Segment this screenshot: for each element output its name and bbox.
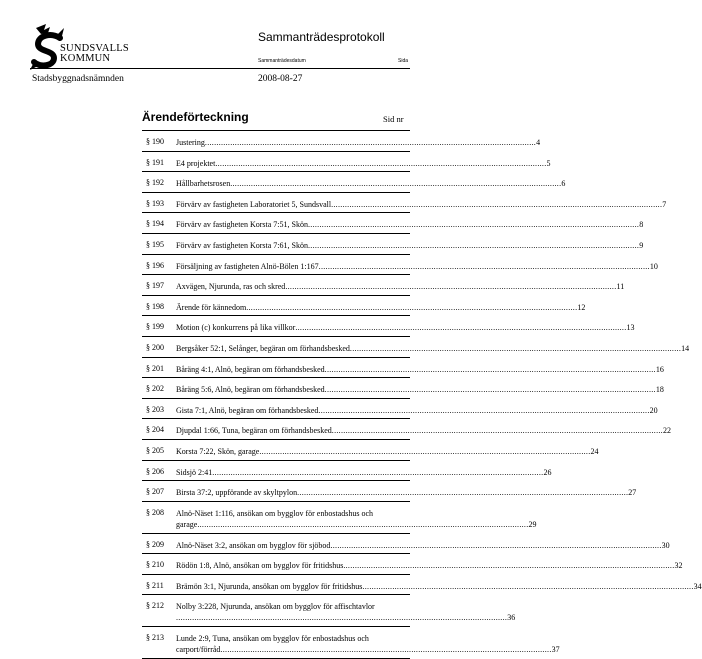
toc-page-number: 29 <box>528 519 537 529</box>
toc-entry-title: Förvärv av fastigheten Korsta 7:61, Skön <box>176 240 308 250</box>
paragraph-number: § 210 <box>146 560 164 570</box>
toc-entry-title: garage <box>176 519 198 529</box>
toc-row <box>142 358 664 379</box>
toc-entry-title: Motion (c) konkurrens på lika villkor <box>176 323 296 333</box>
dot-leader <box>332 425 663 436</box>
toc-entry-title: Alnö-Näset 3:2, ansökan om bygglov för sjöbod <box>176 540 331 550</box>
toc-entry <box>176 137 541 148</box>
page-number-column-label: Sid nr <box>383 114 404 124</box>
toc-entry <box>176 467 552 478</box>
paragraph-number: § 200 <box>146 342 164 352</box>
toc-row <box>142 595 516 627</box>
toc-page-number: 20 <box>649 405 658 415</box>
page-label: Sida <box>398 58 409 64</box>
paragraph-number: § 195 <box>146 239 164 249</box>
toc-entry-title: Birsta 37:2, uppförande av skyltpylon <box>176 488 298 498</box>
toc-entry <box>176 425 671 436</box>
paragraph-number: § 209 <box>146 539 164 549</box>
meeting-date: 2008-08-27 <box>258 74 303 84</box>
toc-row <box>142 554 683 575</box>
paragraph-number: § 213 <box>146 633 164 643</box>
paragraph-number: § 201 <box>146 363 164 373</box>
dot-leader <box>176 612 507 623</box>
toc-row <box>142 440 599 461</box>
toc-entry-title: Båräng 5:6, Alnö, begäran om förhandsbesked <box>176 385 325 395</box>
dot-leader <box>325 384 656 395</box>
toc-entry-title: Brämön 3:1, Njurunda, ansökan om bygglov för fritidshus <box>176 581 363 591</box>
toc-page-number: 26 <box>543 467 552 477</box>
toc-entry <box>176 601 516 623</box>
paragraph-number: § 206 <box>146 466 164 476</box>
toc-page-number: 11 <box>616 282 625 292</box>
toc-page-number: 32 <box>674 561 683 571</box>
paragraph-number: § 205 <box>146 445 164 455</box>
toc-row <box>142 419 671 440</box>
paragraph-number: § 204 <box>146 425 164 435</box>
paragraph-number: § 196 <box>146 260 164 270</box>
toc-entry <box>176 302 586 313</box>
toc-entry <box>176 261 658 272</box>
paragraph-number: § 198 <box>146 301 164 311</box>
toc-entry-title: Förvärv av fastigheten Laboratoriet 5, Sundsvall <box>176 199 332 209</box>
dot-leader <box>308 219 639 230</box>
dot-leader <box>295 322 626 333</box>
paragraph-number: § 191 <box>146 157 164 167</box>
toc-row <box>142 296 586 317</box>
toc-row <box>142 337 690 358</box>
toc-entry <box>176 446 599 457</box>
paragraph-number: § 207 <box>146 487 164 497</box>
toc-entry-title: Korsta 7:22, Skön, garage <box>176 446 260 456</box>
paragraph-number: § 202 <box>146 384 164 394</box>
toc-entry <box>176 343 690 354</box>
toc-row <box>142 534 670 555</box>
toc-entry-title: Justering <box>176 138 205 147</box>
toc-entry <box>176 540 670 551</box>
toc-entry <box>176 508 537 530</box>
toc-row <box>142 152 551 173</box>
table-of-contents <box>142 131 702 659</box>
dot-leader <box>285 281 616 292</box>
toc-row <box>142 275 625 296</box>
paragraph-number: § 208 <box>146 507 164 517</box>
dot-leader <box>259 446 590 457</box>
toc-entry-title: Alnö-Näset 1:116, ansökan om bygglov för enbostadshus och <box>176 508 374 518</box>
toc-entry <box>176 633 560 655</box>
toc-entry <box>176 487 637 498</box>
toc-entry-title: Bergsåker 52:1, Selånger, begäran om förhandsbesked <box>176 343 350 353</box>
toc-entry <box>176 384 664 395</box>
toc-page-number: 36 <box>507 613 516 623</box>
dot-leader <box>246 302 577 313</box>
toc-page-number: 8 <box>639 220 644 230</box>
toc-entry <box>176 219 644 230</box>
toc-page-number: 30 <box>661 540 670 550</box>
toc-entry <box>176 199 667 210</box>
toc-entry-title: carport/förråd <box>176 645 221 655</box>
toc-entry <box>176 240 644 251</box>
dot-leader <box>205 137 536 148</box>
toc-page-number: 13 <box>626 323 635 333</box>
toc-entry <box>176 178 566 189</box>
org-name-line1: SUNDSVALLS <box>60 43 129 54</box>
paragraph-number: § 212 <box>146 601 164 611</box>
toc-page-number: 24 <box>590 446 599 456</box>
dot-leader <box>220 644 551 655</box>
paragraph-number: § 190 <box>146 137 164 146</box>
toc-entry-title: Axvägen, Njurunda, ras och skred <box>176 282 286 292</box>
org-name-line2: KOMMUN <box>60 53 111 64</box>
toc-entry-title: Lunde 2:9, Tuna, ansökan om bygglov för enbostadshus och <box>176 634 369 644</box>
toc-entry-title: Sidsjö 2:41 <box>176 467 213 477</box>
toc-page-number: 18 <box>655 385 664 395</box>
section-title: Ärendeförteckning <box>142 110 249 124</box>
toc-page-number: 7 <box>662 199 667 209</box>
dot-leader <box>297 487 628 498</box>
toc-entry-title: Nolby 3:228, Njurunda, ansökan om bygglov för affischtavlor <box>176 602 375 612</box>
dot-leader <box>212 467 543 478</box>
paragraph-number: § 197 <box>146 281 164 291</box>
header-divider <box>30 68 410 69</box>
toc-row <box>142 234 644 255</box>
toc-row <box>142 399 658 420</box>
toc-page-number: 34 <box>693 581 702 591</box>
paragraph-number: § 199 <box>146 322 164 332</box>
department-name: Stadsbyggnadsnämnden <box>32 74 124 84</box>
toc-entry-title: Förvärv av fastigheten Korsta 7:51, Skön <box>176 220 308 230</box>
dot-leader <box>197 519 528 530</box>
toc-row <box>142 131 541 152</box>
toc-page-number: 10 <box>649 261 658 271</box>
toc-entry <box>176 581 702 592</box>
paragraph-number: § 194 <box>146 219 164 229</box>
organization-name <box>60 44 129 64</box>
paragraph-number: § 211 <box>146 580 164 590</box>
toc-page-number: 16 <box>655 364 664 374</box>
dot-leader <box>318 405 649 416</box>
toc-page-number: 6 <box>561 179 566 189</box>
toc-entry-title: Båräng 4:1, Alnö, begäran om förhandsbesked <box>176 364 325 374</box>
toc-row <box>142 481 637 502</box>
toc-row <box>142 255 658 276</box>
toc-page-number: 12 <box>577 302 586 312</box>
toc-entry <box>176 364 664 375</box>
toc-entry-title: Gista 7:1, Alnö, begäran om förhandsbesked <box>176 405 319 415</box>
toc-row <box>142 502 537 534</box>
toc-row <box>142 193 667 214</box>
toc-row <box>142 378 664 399</box>
dot-leader <box>331 199 662 210</box>
toc-row <box>142 316 635 337</box>
toc-page-number: 22 <box>662 426 671 436</box>
toc-entry-title: Hållbarhetsrosen <box>176 179 231 189</box>
toc-page-number: 5 <box>546 158 551 168</box>
dot-leader <box>230 178 561 189</box>
toc-entry-title: Djupdal 1:66, Tuna, begäran om förhandsbesked <box>176 426 332 436</box>
toc-page-number: 37 <box>551 645 560 655</box>
toc-entry <box>176 281 625 292</box>
dot-leader <box>343 560 674 571</box>
toc-page-number: 14 <box>681 343 690 353</box>
toc-entry-title: Ärende för kännedom <box>176 302 247 312</box>
toc-entry-title: Försäljning av fastigheten Alnö-Bölen 1:167 <box>176 261 319 271</box>
toc-row <box>142 461 552 482</box>
dot-leader <box>362 581 693 592</box>
toc-page-number: 27 <box>628 488 637 498</box>
paragraph-number: § 193 <box>146 198 164 208</box>
meeting-date-label: Sammanträdesdatum <box>258 58 306 64</box>
toc-entry <box>176 322 635 333</box>
toc-entry-title: Rödön 1:8, Alnö, ansökan om bygglov för fritidshus <box>176 561 344 571</box>
toc-entry <box>176 560 683 571</box>
document-title: Sammanträdesprotokoll <box>258 30 385 44</box>
dot-leader <box>319 261 650 272</box>
toc-page-number: 9 <box>639 240 644 250</box>
toc-entry-title: E4 projektet <box>176 158 216 168</box>
dot-leader <box>325 364 656 375</box>
toc-row <box>142 213 644 234</box>
toc-entry <box>176 405 658 416</box>
dot-leader <box>350 343 681 354</box>
toc-row <box>142 172 566 193</box>
toc-row <box>142 627 560 659</box>
paragraph-number: § 203 <box>146 404 164 414</box>
toc-entry <box>176 158 551 169</box>
toc-row <box>142 575 702 596</box>
dot-leader <box>308 240 639 251</box>
dot-leader <box>215 158 546 169</box>
toc-page-number: 4 <box>536 138 541 147</box>
dot-leader <box>330 540 661 551</box>
paragraph-number: § 192 <box>146 178 164 188</box>
